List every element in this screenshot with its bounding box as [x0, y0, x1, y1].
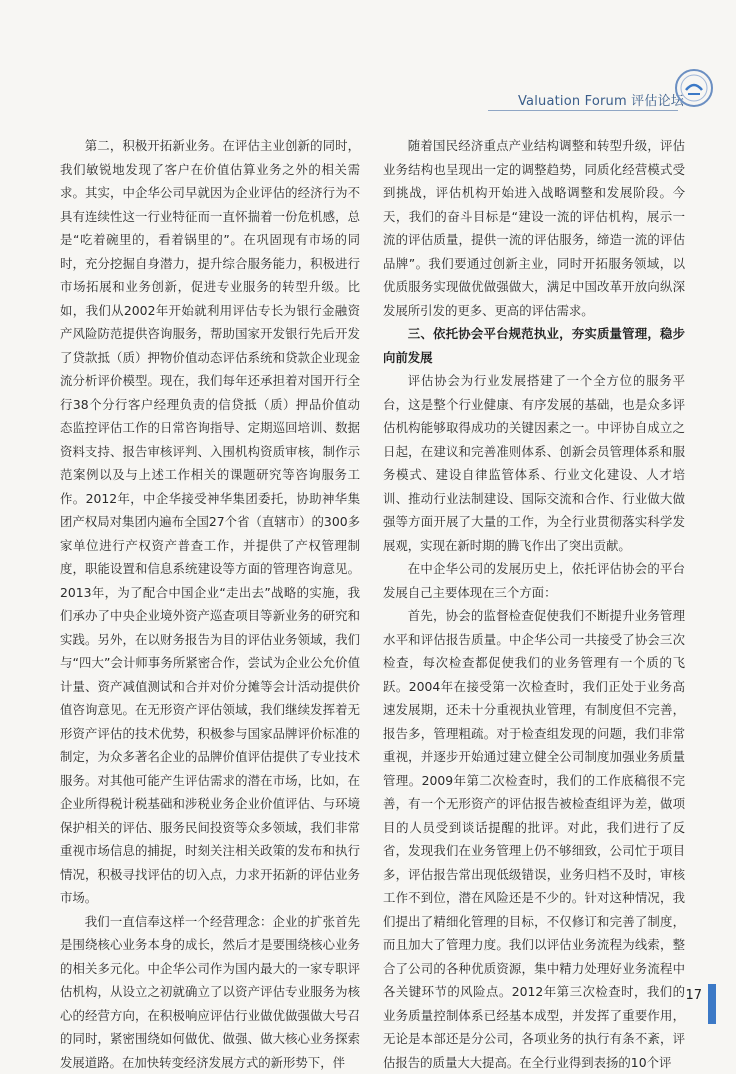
page-edge-bar: [708, 984, 716, 1024]
left-column: [60, 134, 360, 1074]
body-paragraph: 在中企华公司的发展历史上，依托评估协会的平台发展自己主要体现在三个方面：: [383, 557, 685, 604]
right-column: [383, 134, 685, 1074]
page-header: [0, 0, 736, 120]
body-paragraph: 我们一直信奉这样一个经营理念：企业的扩张首先是围绕核心业务本身的成长，然后才是要围绕核心业务的相关多元化。中企华公司作为国内最大的一家专职评估机构，从设立之初就确立了以资产评估专业服务为核心的经营方向，在积极响应评估行业做优做强做大号召的同时，紧密围绕如何做优、做强、做大核心业务探索发展道路。在加快转变经济发展方式的新形势下，伴: [60, 910, 360, 1074]
body-paragraph: 随着国民经济重点产业结构调整和转型升级，评估业务结构也呈现出一定的调整趋势，同质化经营模式受到挑战，评估机构开始进入战略调整和发展阶段。今天，我们的奋斗目标是“建设一流的评估机构，展示一流的评估质量，提供一流的评估服务，缔造一流的评估品牌”。我们要通过创新主业，同时开拓服务领域，以优质服务实现做优做强做大，满足中国改革开放向纵深发展所引发的更多、更高的评估需求。: [383, 134, 685, 322]
section-heading: 三、依托协会平台规范执业，夯实质量管理，稳步向前发展: [383, 322, 685, 369]
header-divider: [488, 110, 678, 111]
body-paragraph: 首先，协会的监督检查促使我们不断提升业务管理水平和评估报告质量。中企华公司一共接受了协会三次检查，每次检查都促使我们的业务管理有一个质的飞跃。2004年在接受第一次检查时，我们正处于业务高速发展期，还未十分重视执业管理，有制度但不完善，报告多，管理粗疏。对于检查组发现的问题，我们非常重视，并逐步开始通过建立健全公司制度加强业务质量管理。2009年第二次检查时，我们的工作底稿很不完善，有一个无形资产的评估报告被检查组评为差，做项目的人员受到谈话提醒的批评。对此，我们进行了反省，发现我们在业务管理上仍不够细致，公司忙于项目多，评估报告常出现低级错误，业务归档不及时，审核工作不到位，潜在风险还是不少的。针对这种情况，我们提出了精细化管理的目标，不仅修订和完善了制度，而且加大了管理力度。我们以评估业务流程为线索，整合了公司的各种优质资源，集中精力处理好业务流程中各关键环节的风险点。2012年第三次检查时，我们的业务质量控制体系已经基本成型，并发挥了重要作用，无论是本部还是分公司，各项业务的执行有条不紊，评估报告的质量大大提高。在全行业得到表扬的10个评: [383, 604, 685, 1074]
page-number: 17: [685, 988, 702, 1003]
body-paragraph: 第二，积极开拓新业务。在评估主业创新的同时，我们敏锐地发现了客户在价值估算业务之外的相关需求。其实，中企华公司早就因为企业评估的经济行为不具有连续性这一行业特征而一直怀揣着一份危机感，总是“吃着碗里的，看着锅里的”。在巩固现有市场的同时，充分挖掘自身潜力，提升综合服务能力，积极进行市场拓展和业务创新，促进专业服务的转型升级。比如，我们从2002年开始就利用评估专长为银行金融资产风险防范提供咨询服务，帮助国家开发银行先后开发了贷款抵（质）押物价值动态评估系统和贷款企业现金流分析评价模型。现在，我们每年还承担着对国开行全行38个分行客户经理负责的信贷抵（质）押品价值动态监控评估工作的日常咨询指导、定期巡回培训、数据资料支持、报告审核评判、入围机构资质审核，制作示范案例以及与上述工作相关的课题研究等咨询服务工作。2012年，中企华接受神华集团委托，协助神华集团产权局对集团内遍布全国27个省（直辖市）的300多家单位进行产权资产普查工作，并提供了产权管理制度，职能设置和信息系统建设等方面的管理咨询意见。2013年，为了配合中国企业“走出去”战略的实施，我们承办了中央企业境外资产巡查项目等新业务的研究和实践。另外，在以财务报告为目的评估业务领域，我们与“四大”会计师事务所紧密合作，尝试为企业公允价值计量、资产减值测试和合并对价分摊等会计活动提供价值咨询意见。在无形资产评估领域，我们继续发挥着无形资产评估的技术优势，积极参与国家品牌评价标准的制定，为众多著名企业的品牌价值评估提供了专业技术服务。对其他可能产生评估需求的潜在市场，比如，在企业所得税计税基础和涉税业务企业价值评估、与环境保护相关的评估、服务民间投资等众多领域，我们非常重视市场信息的捕捉，时刻关注相关政策的发布和执行情况，积极寻找评估的切入点，力求开拓新的评估业务市场。: [60, 134, 360, 910]
journal-logo-icon: [674, 68, 714, 108]
body-paragraph: 评估协会为行业发展搭建了一个全方位的服务平台，这是整个行业健康、有序发展的基础，也是众多评估机构能够取得成功的关键因素之一。中评协自成立之日起，在建议和完善准则体系、创新会员管理体系和服务模式、建设自律监管体系、行业文化建设、人才培训、推动行业法制建设、国际交流和合作、行业做大做强等方面开展了大量的工作，为全行业贯彻落实科学发展观，实现在新时期的腾飞作出了突出贡献。: [383, 369, 685, 557]
header-title: Valuation Forum 评估论坛: [518, 90, 684, 109]
